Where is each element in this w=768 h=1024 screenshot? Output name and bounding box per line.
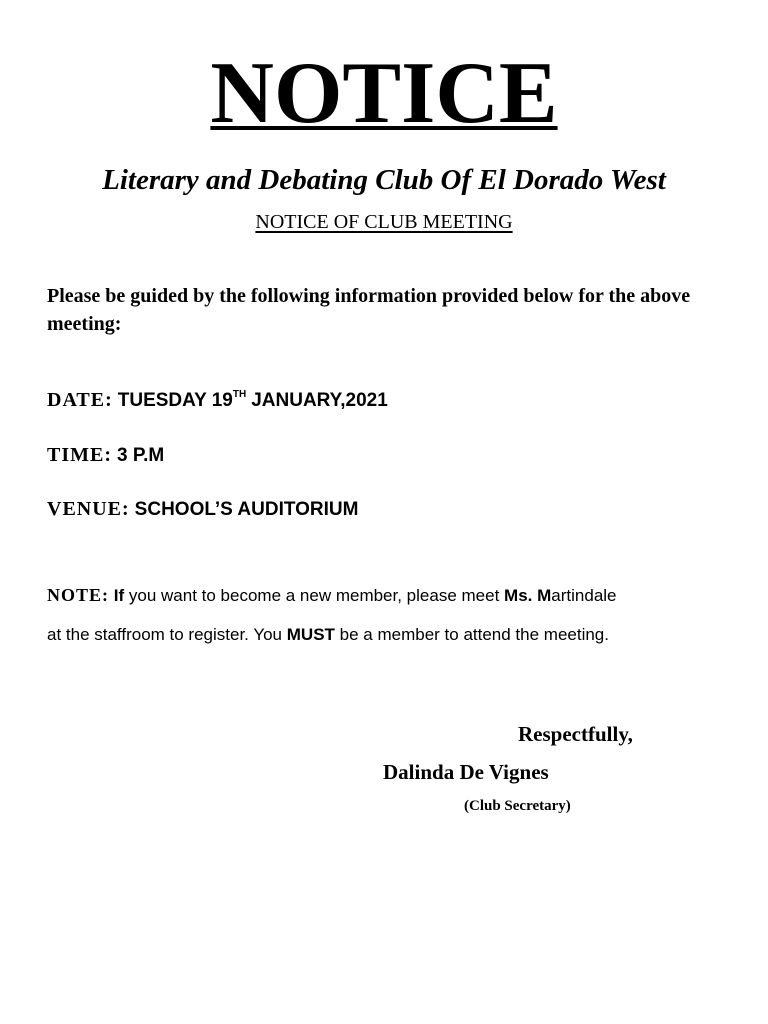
note-must: MUST bbox=[286, 625, 335, 644]
date-value-month-year: JANUARY,2021 bbox=[251, 390, 388, 411]
date-row bbox=[47, 386, 388, 415]
venue-row bbox=[47, 495, 358, 524]
intro-paragraph: Please be guided by the following information provided below for the above meeting: bbox=[47, 285, 691, 335]
note-text-1: you want to become a new member, please meet bbox=[128, 586, 500, 605]
time-row bbox=[47, 441, 164, 470]
note-label: NOTE: bbox=[47, 585, 110, 605]
venue-value: SCHOOL’S AUDITORIUM bbox=[134, 499, 359, 520]
date-value-day: TUESDAY 19 bbox=[117, 390, 233, 411]
notice-title: NOTICE bbox=[210, 45, 558, 142]
note-if: If bbox=[113, 586, 125, 605]
note-surname: artindale bbox=[551, 586, 617, 605]
note-text-2: at the staffroom to register. You bbox=[47, 625, 283, 644]
time-value: 3 P.M bbox=[117, 445, 165, 466]
note-ms: Ms. bbox=[504, 586, 533, 605]
note-line-2 bbox=[47, 622, 609, 648]
venue-label: VENUE: bbox=[47, 498, 130, 520]
club-name: Literary and Debating Club Of El Dorado West bbox=[102, 164, 666, 196]
note-m: M bbox=[537, 586, 552, 605]
note-text-3: be a member to attend the meeting. bbox=[339, 625, 609, 644]
signer-name: Dalinda De Vignes bbox=[383, 760, 549, 784]
note-line-1 bbox=[47, 582, 617, 609]
time-label: TIME: bbox=[47, 444, 112, 466]
date-ordinal-suffix: TH bbox=[232, 389, 247, 400]
closing-respectfully: Respectfully, bbox=[518, 722, 633, 746]
signer-role: (Club Secretary) bbox=[464, 798, 571, 814]
meeting-subtitle: NOTICE OF CLUB MEETING bbox=[255, 211, 513, 233]
date-label: DATE: bbox=[47, 389, 113, 411]
